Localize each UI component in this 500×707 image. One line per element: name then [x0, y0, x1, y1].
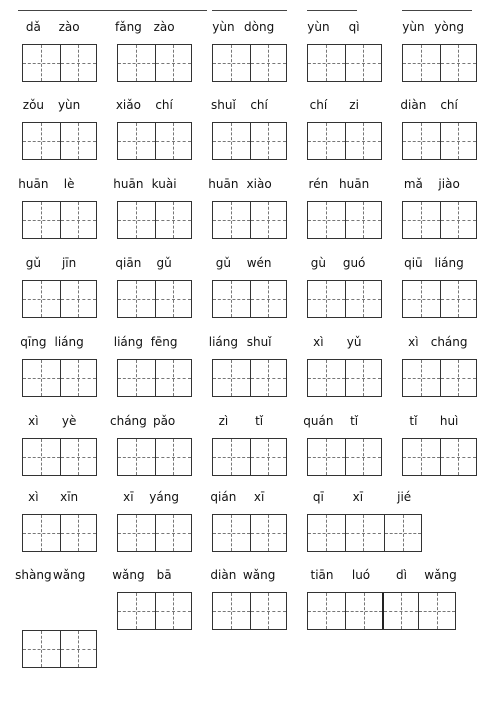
tianzige-cell[interactable] [118, 360, 155, 396]
tianzige-cell[interactable] [382, 593, 419, 629]
word-item [307, 333, 383, 403]
tianzige-cell[interactable] [60, 439, 97, 475]
word-item [208, 333, 288, 403]
tianzige-cell[interactable] [213, 515, 250, 551]
writing-boxes[interactable] [22, 514, 97, 552]
pinyin-syllable: chí [155, 98, 173, 112]
pinyin-syllable: huān [339, 177, 370, 191]
pinyin-syllable: yùn [402, 20, 425, 34]
pinyin-label [307, 488, 420, 506]
tianzige-cell[interactable] [60, 202, 97, 238]
tianzige-cell[interactable] [440, 202, 477, 238]
pinyin-label [113, 175, 193, 193]
pinyin-label [112, 566, 193, 584]
writing-boxes[interactable] [307, 44, 382, 82]
word-item [402, 333, 478, 403]
writing-boxes[interactable] [212, 359, 287, 397]
tianzige-cell[interactable] [155, 593, 192, 629]
writing-boxes[interactable] [402, 280, 477, 318]
pinyin-label [402, 412, 478, 430]
pinyin-label [22, 254, 98, 272]
word-item [113, 175, 193, 245]
tianzige-cell[interactable] [60, 45, 97, 81]
pinyin-syllable: huān [208, 177, 239, 191]
tianzige-cell[interactable] [250, 281, 287, 317]
tianzige-cell[interactable] [23, 631, 60, 667]
tianzige-cell[interactable] [213, 45, 250, 81]
pinyin-syllable: jié [397, 490, 412, 504]
pinyin-syllable: qì [348, 20, 360, 34]
pinyin-syllable: lè [63, 177, 75, 191]
writing-boxes[interactable] [212, 592, 287, 630]
pinyin-syllable: tiān [310, 568, 334, 582]
pinyin-label [402, 96, 478, 114]
pinyin-syllable: jiào [438, 177, 460, 191]
tianzige-cell[interactable] [213, 202, 250, 238]
pinyin-syllable: dǎ [25, 20, 41, 34]
tianzige-cell[interactable] [23, 360, 60, 396]
writing-boxes[interactable] [212, 280, 287, 318]
word-item [208, 175, 288, 245]
writing-boxes[interactable] [307, 359, 382, 397]
tianzige-cell[interactable] [155, 202, 192, 238]
writing-boxes[interactable] [117, 438, 192, 476]
word-item [212, 18, 288, 88]
writing-boxes[interactable] [307, 280, 382, 318]
tianzige-cell[interactable] [308, 515, 345, 551]
pinyin-syllable: gǔ [156, 256, 172, 270]
word-item [212, 96, 288, 166]
word-item [402, 175, 478, 245]
pinyin-syllable: tǐ [409, 414, 418, 428]
pinyin-syllable: huān [18, 177, 49, 191]
pinyin-label [212, 96, 288, 114]
pinyin-syllable: wǎng [424, 568, 457, 582]
tianzige-cell[interactable] [345, 202, 382, 238]
word-item [303, 412, 383, 482]
word-item [212, 488, 288, 558]
tianzige-cell[interactable] [23, 123, 60, 159]
writing-boxes[interactable] [22, 438, 97, 476]
pinyin-syllable: shuǐ [210, 98, 236, 112]
top-rule [117, 10, 207, 11]
tianzige-cell[interactable] [384, 515, 421, 551]
tianzige-cell[interactable] [250, 45, 287, 81]
tianzige-cell[interactable] [213, 281, 250, 317]
top-rule [18, 10, 118, 11]
writing-boxes[interactable] [22, 359, 97, 397]
pinyin-syllable: zì [218, 414, 229, 428]
pinyin-label [117, 96, 193, 114]
pinyin-syllable: shàng [15, 568, 52, 582]
pinyin-syllable: gù [310, 256, 327, 270]
pinyin-label [307, 175, 383, 193]
writing-boxes[interactable] [117, 122, 192, 160]
word-item [15, 566, 98, 636]
tianzige-cell[interactable] [118, 123, 155, 159]
tianzige-cell[interactable] [118, 593, 155, 629]
pinyin-syllable: huì [439, 414, 459, 428]
writing-boxes[interactable] [212, 438, 287, 476]
pinyin-syllable: gǔ [25, 256, 42, 270]
writing-boxes[interactable] [22, 122, 97, 160]
pinyin-syllable: xì [408, 335, 419, 349]
pinyin-label [18, 175, 98, 193]
tianzige-cell[interactable] [440, 281, 477, 317]
tianzige-cell[interactable] [308, 439, 345, 475]
writing-boxes[interactable] [117, 514, 192, 552]
word-item [402, 96, 478, 166]
pinyin-syllable: guó [342, 256, 366, 270]
pinyin-syllable: huān [113, 177, 144, 191]
pinyin-syllable: tǐ [255, 414, 264, 428]
word-item [307, 18, 383, 88]
pinyin-syllable: qiān [115, 256, 142, 270]
word-item [22, 488, 98, 558]
word-item [212, 254, 288, 324]
pinyin-label [208, 333, 288, 351]
writing-boxes[interactable] [212, 201, 287, 239]
pinyin-label [22, 96, 98, 114]
pinyin-label [208, 175, 288, 193]
pinyin-syllable: xī [352, 490, 364, 504]
tianzige-cell[interactable] [403, 45, 440, 81]
pinyin-syllable: yùn [307, 20, 330, 34]
pinyin-syllable: yè [61, 414, 77, 428]
tianzige-cell[interactable] [23, 439, 60, 475]
pinyin-label [402, 254, 478, 272]
pinyin-syllable: yùn [212, 20, 235, 34]
tianzige-cell[interactable] [155, 439, 192, 475]
pinyin-syllable: yòng [434, 20, 464, 34]
writing-boxes[interactable] [307, 122, 382, 160]
writing-boxes[interactable] [117, 592, 192, 630]
writing-boxes[interactable] [307, 201, 382, 239]
tianzige-cell[interactable] [23, 202, 60, 238]
pinyin-syllable: qián [210, 490, 237, 504]
pinyin-label [307, 96, 383, 114]
pinyin-syllable: zào [153, 20, 175, 34]
word-item [117, 254, 193, 324]
tianzige-cell[interactable] [403, 281, 440, 317]
word-item [212, 566, 288, 636]
pinyin-syllable: rén [308, 177, 329, 191]
writing-boxes[interactable] [117, 201, 192, 239]
pinyin-syllable: fǎng [114, 20, 142, 34]
writing-boxes[interactable] [117, 359, 192, 397]
pinyin-syllable: yùn [57, 98, 81, 112]
pinyin-syllable: yáng [149, 490, 179, 504]
tianzige-cell[interactable] [60, 515, 97, 551]
pinyin-syllable: chí [309, 98, 328, 112]
pinyin-syllable: dòng [244, 20, 275, 34]
pinyin-syllable: zi [349, 98, 359, 112]
tianzige-cell[interactable] [250, 360, 287, 396]
tianzige-cell[interactable] [345, 593, 382, 629]
pinyin-label [22, 18, 98, 36]
pinyin-syllable: cháng [110, 414, 147, 428]
word-item [307, 175, 383, 245]
tianzige-cell[interactable] [118, 202, 155, 238]
pinyin-syllable: xì [28, 490, 39, 504]
tianzige-cell[interactable] [403, 202, 440, 238]
pinyin-syllable: luó [351, 568, 371, 582]
pinyin-label [212, 566, 288, 584]
tianzige-cell[interactable] [250, 439, 287, 475]
pinyin-syllable: wǎng [242, 568, 276, 582]
word-item [212, 412, 288, 482]
pinyin-label [212, 412, 288, 430]
top-rule [307, 10, 357, 11]
word-item [22, 18, 98, 88]
pinyin-syllable: xiǎo [115, 98, 141, 112]
pinyin-label [110, 412, 193, 430]
pinyin-syllable: dì [396, 568, 407, 582]
word-item [402, 254, 478, 324]
pinyin-label [307, 254, 383, 272]
pinyin-syllable: cháng [430, 335, 468, 349]
pinyin-syllable: qiū [404, 256, 423, 270]
writing-boxes[interactable] [307, 514, 422, 552]
writing-boxes[interactable] [402, 201, 477, 239]
tianzige-cell[interactable] [440, 123, 477, 159]
tianzige-cell[interactable] [345, 360, 382, 396]
pinyin-label [22, 333, 98, 351]
pinyin-syllable: fēng [150, 335, 178, 349]
pinyin-syllable: kuài [151, 177, 177, 191]
word-item [22, 254, 98, 324]
tianzige-cell[interactable] [250, 202, 287, 238]
writing-boxes[interactable] [212, 44, 287, 82]
pinyin-syllable: mǎ [403, 177, 423, 191]
writing-boxes[interactable] [22, 44, 97, 82]
pinyin-syllable: chí [440, 98, 458, 112]
word-item [112, 566, 193, 636]
pinyin-label [113, 333, 193, 351]
tianzige-cell[interactable] [345, 123, 382, 159]
word-item [402, 18, 478, 88]
word-item [402, 412, 478, 482]
tianzige-cell[interactable] [155, 123, 192, 159]
writing-boxes[interactable] [402, 438, 477, 476]
writing-boxes[interactable] [22, 630, 97, 668]
pinyin-label [212, 254, 288, 272]
writing-boxes[interactable] [22, 280, 97, 318]
pinyin-label [402, 333, 478, 351]
tianzige-cell[interactable] [308, 202, 345, 238]
pinyin-label [307, 333, 383, 351]
pinyin-label [212, 18, 288, 36]
pinyin-syllable: wǎng [112, 568, 145, 582]
tianzige-cell[interactable] [23, 45, 60, 81]
pinyin-syllable: xī [253, 490, 265, 504]
tianzige-cell[interactable] [118, 439, 155, 475]
word-item [113, 333, 193, 403]
pinyin-syllable: diàn [400, 98, 427, 112]
tianzige-cell[interactable] [60, 631, 97, 667]
pinyin-label [22, 488, 98, 506]
pinyin-syllable: pǎo [152, 414, 176, 428]
pinyin-syllable: qīng [20, 335, 47, 349]
tianzige-cell[interactable] [23, 515, 60, 551]
word-item [117, 488, 193, 558]
tianzige-cell[interactable] [250, 123, 287, 159]
tianzige-cell[interactable] [345, 281, 382, 317]
tianzige-cell[interactable] [440, 45, 477, 81]
word-item [22, 333, 98, 403]
pinyin-label [303, 412, 383, 430]
tianzige-cell[interactable] [118, 515, 155, 551]
word-item [114, 18, 193, 88]
top-rule [402, 10, 472, 11]
tianzige-cell[interactable] [60, 123, 97, 159]
pinyin-syllable: xì [313, 335, 324, 349]
pinyin-syllable: qī [312, 490, 324, 504]
tianzige-cell[interactable] [213, 360, 250, 396]
pinyin-syllable: gǔ [215, 256, 232, 270]
pinyin-syllable: wǎng [52, 568, 86, 582]
word-item [117, 96, 193, 166]
tianzige-cell[interactable] [213, 439, 250, 475]
tianzige-cell[interactable] [155, 45, 192, 81]
pinyin-label [307, 566, 457, 584]
writing-boxes[interactable] [402, 359, 477, 397]
writing-boxes[interactable] [117, 44, 192, 82]
pinyin-syllable: shuǐ [246, 335, 272, 349]
pinyin-syllable: xì [28, 414, 39, 428]
word-item [307, 254, 383, 324]
tianzige-cell[interactable] [345, 515, 382, 551]
tianzige-cell[interactable] [440, 439, 477, 475]
pinyin-syllable: diàn [210, 568, 237, 582]
word-item [18, 175, 98, 245]
pinyin-syllable: zào [58, 20, 80, 34]
pinyin-label [307, 18, 383, 36]
pinyin-syllable: quán [303, 414, 334, 428]
pinyin-label [15, 566, 98, 584]
tianzige-cell[interactable] [118, 281, 155, 317]
tianzige-cell[interactable] [308, 593, 345, 629]
pinyin-label [117, 254, 193, 272]
writing-boxes[interactable] [307, 592, 456, 630]
pinyin-label [212, 488, 288, 506]
pinyin-syllable: chí [250, 98, 268, 112]
word-item [110, 412, 193, 482]
tianzige-cell[interactable] [345, 439, 382, 475]
tianzige-cell[interactable] [345, 45, 382, 81]
tianzige-cell[interactable] [155, 281, 192, 317]
pinyin-label [114, 18, 193, 36]
word-item [307, 488, 420, 558]
tianzige-cell[interactable] [440, 360, 477, 396]
word-item [22, 96, 98, 166]
pinyin-syllable: bā [156, 568, 172, 582]
tianzige-cell[interactable] [250, 593, 287, 629]
tianzige-cell[interactable] [403, 123, 440, 159]
tianzige-cell[interactable] [403, 439, 440, 475]
pinyin-syllable: liáng [54, 335, 84, 349]
pinyin-label [402, 18, 478, 36]
writing-boxes[interactable] [307, 438, 382, 476]
writing-boxes[interactable] [402, 44, 477, 82]
pinyin-syllable: wén [246, 256, 272, 270]
writing-boxes[interactable] [402, 122, 477, 160]
pinyin-syllable: liáng [113, 335, 144, 349]
tianzige-cell[interactable] [308, 360, 345, 396]
pinyin-label [117, 488, 193, 506]
tianzige-cell[interactable] [308, 123, 345, 159]
tianzige-cell[interactable] [155, 515, 192, 551]
pinyin-syllable: xī [123, 490, 134, 504]
pinyin-syllable: xīn [60, 490, 79, 504]
pinyin-syllable: liáng [434, 256, 464, 270]
tianzige-cell[interactable] [213, 123, 250, 159]
tianzige-cell[interactable] [250, 515, 287, 551]
tianzige-cell[interactable] [118, 45, 155, 81]
word-item [307, 96, 383, 166]
pinyin-syllable: liáng [208, 335, 239, 349]
tianzige-cell[interactable] [60, 360, 97, 396]
tianzige-cell[interactable] [23, 281, 60, 317]
tianzige-cell[interactable] [308, 45, 345, 81]
pinyin-label [22, 412, 98, 430]
tianzige-cell[interactable] [403, 360, 440, 396]
top-rule [212, 10, 287, 11]
tianzige-cell[interactable] [308, 281, 345, 317]
writing-boxes[interactable] [117, 280, 192, 318]
writing-boxes[interactable] [212, 122, 287, 160]
pinyin-label [402, 175, 478, 193]
pinyin-syllable: zǒu [22, 98, 45, 112]
pinyin-syllable: yǔ [346, 335, 362, 349]
tianzige-cell[interactable] [155, 360, 192, 396]
tianzige-cell[interactable] [418, 593, 455, 629]
pinyin-syllable: xiào [246, 177, 272, 191]
writing-boxes[interactable] [22, 201, 97, 239]
pinyin-syllable: tǐ [350, 414, 359, 428]
tianzige-cell[interactable] [60, 281, 97, 317]
word-item [307, 566, 457, 636]
writing-boxes[interactable] [212, 514, 287, 552]
pinyin-syllable: jīn [61, 256, 77, 270]
tianzige-cell[interactable] [213, 593, 250, 629]
word-item [22, 412, 98, 482]
